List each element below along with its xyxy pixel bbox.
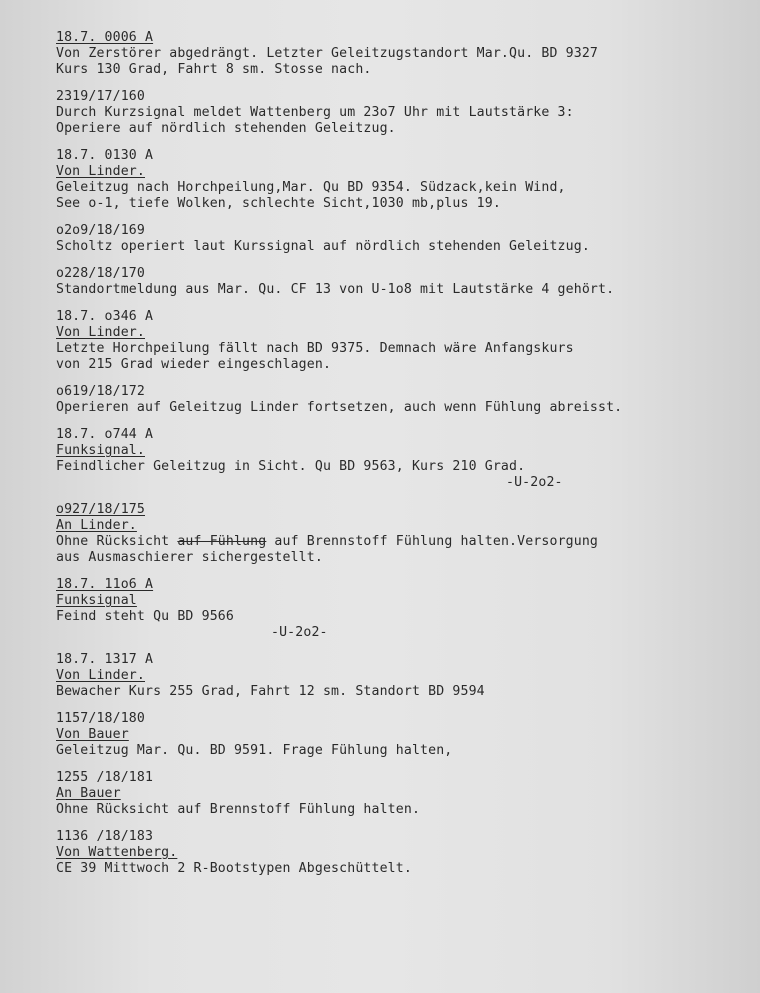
line-text: auf Brennstoff Fühlung halten.Versorgung <box>266 534 599 549</box>
entry-line: Geleitzug nach Horchpeilung,Mar. Qu BD 9354. Südzack,kein Wind, <box>56 180 566 195</box>
entry-header: o228/18/170 <box>56 266 145 281</box>
entry-header: 1136 /18/183 <box>56 829 154 844</box>
entry-line: Ohne Rücksicht auf Brennstoff Fühlung halten. <box>56 802 421 817</box>
entry-sender: Funksignal <box>56 593 137 608</box>
entry-line: See o-1, tiefe Wolken, schlechte Sicht,1030 mb,plus 19. <box>56 196 501 211</box>
entry-line: Operieren auf Geleitzug Linder fortsetzen, auch wenn Fühlung abreisst. <box>56 400 623 415</box>
entry-line: Letzte Horchpeilung fällt nach BD 9375. Demnach wäre Anfangskurs <box>56 341 574 356</box>
entry-line: Geleitzug Mar. Qu. BD 9591. Frage Fühlung halten, <box>56 743 453 758</box>
entry-recipient: An Linder. <box>56 518 137 533</box>
log-entry <box>56 30 746 78</box>
entry-sender: Von Wattenberg. <box>56 845 178 860</box>
entry-header: 18.7. 0006 A <box>56 30 154 45</box>
entry-header: 2319/17/160 <box>56 89 145 104</box>
entry-sender: Von Linder. <box>56 325 145 340</box>
line-text: Ohne Rücksicht <box>56 534 178 549</box>
entry-line: CE 39 Mittwoch 2 R-Bootstypen Abgeschüttelt. <box>56 861 412 876</box>
entry-line: Feind steht Qu BD 9566 <box>56 609 234 624</box>
log-entry <box>56 89 746 137</box>
entry-line: Bewacher Kurs 255 Grad, Fahrt 12 sm. Standort BD 9594 <box>56 684 485 699</box>
entry-header: 1157/18/180 <box>56 711 145 726</box>
entry-header: o927/18/175 <box>56 502 145 517</box>
war-diary-text <box>56 30 746 888</box>
entry-recipient: An Bauer <box>56 786 121 801</box>
entry-header: o619/18/172 <box>56 384 145 399</box>
entry-line: Operiere auf nördlich stehenden Geleitzug. <box>56 121 396 136</box>
entry-signature: -U-2o2- <box>506 475 563 490</box>
entry-sender: Von Linder. <box>56 164 145 179</box>
entry-header: 18.7. o346 A <box>56 309 154 324</box>
entry-header: 1255 /18/181 <box>56 770 154 785</box>
log-entry <box>56 502 746 566</box>
entry-header: o2o9/18/169 <box>56 223 145 238</box>
entry-header: 18.7. 1317 A <box>56 652 154 667</box>
log-entry <box>56 384 746 416</box>
entry-line: aus Ausmaschierer sichergestellt. <box>56 550 323 565</box>
entry-line: Von Zerstörer abgedrängt. Letzter Geleitzugstandort Mar.Qu. BD 9327 <box>56 46 598 61</box>
entry-line: Standortmeldung aus Mar. Qu. CF 13 von U-1o8 mit Lautstärke 4 gehört. <box>56 282 615 297</box>
log-entry <box>56 223 746 255</box>
entry-sender: Funksignal. <box>56 443 145 458</box>
entry-line: Feindlicher Geleitzug in Sicht. Qu BD 9563, Kurs 210 Grad. <box>56 459 526 474</box>
entry-line: von 215 Grad wieder eingeschlagen. <box>56 357 332 372</box>
log-entry <box>56 577 746 641</box>
struck-text: auf Fühlung <box>177 534 267 549</box>
log-entry <box>56 711 746 759</box>
entry-header: 18.7. 0130 A <box>56 148 154 163</box>
entry-line: Durch Kurzsignal meldet Wattenberg um 23o7 Uhr mit Lautstärke 3: <box>56 105 574 120</box>
entry-sender: Von Bauer <box>56 727 129 742</box>
log-entry <box>56 427 746 491</box>
log-entry <box>56 266 746 298</box>
log-entry <box>56 770 746 818</box>
entry-sender: Von Linder. <box>56 668 145 683</box>
log-entry <box>56 829 746 877</box>
log-entry <box>56 148 746 212</box>
entry-header: 18.7. o744 A <box>56 427 154 442</box>
log-entry <box>56 309 746 373</box>
entry-line: Kurs 130 Grad, Fahrt 8 sm. Stosse nach. <box>56 62 372 77</box>
entry-signature: -U-2o2- <box>271 625 328 640</box>
entry-line <box>56 534 746 550</box>
entry-header: 18.7. 11o6 A <box>56 577 154 592</box>
entry-line: Scholtz operiert laut Kurssignal auf nördlich stehenden Geleitzug. <box>56 239 590 254</box>
log-entry <box>56 652 746 700</box>
